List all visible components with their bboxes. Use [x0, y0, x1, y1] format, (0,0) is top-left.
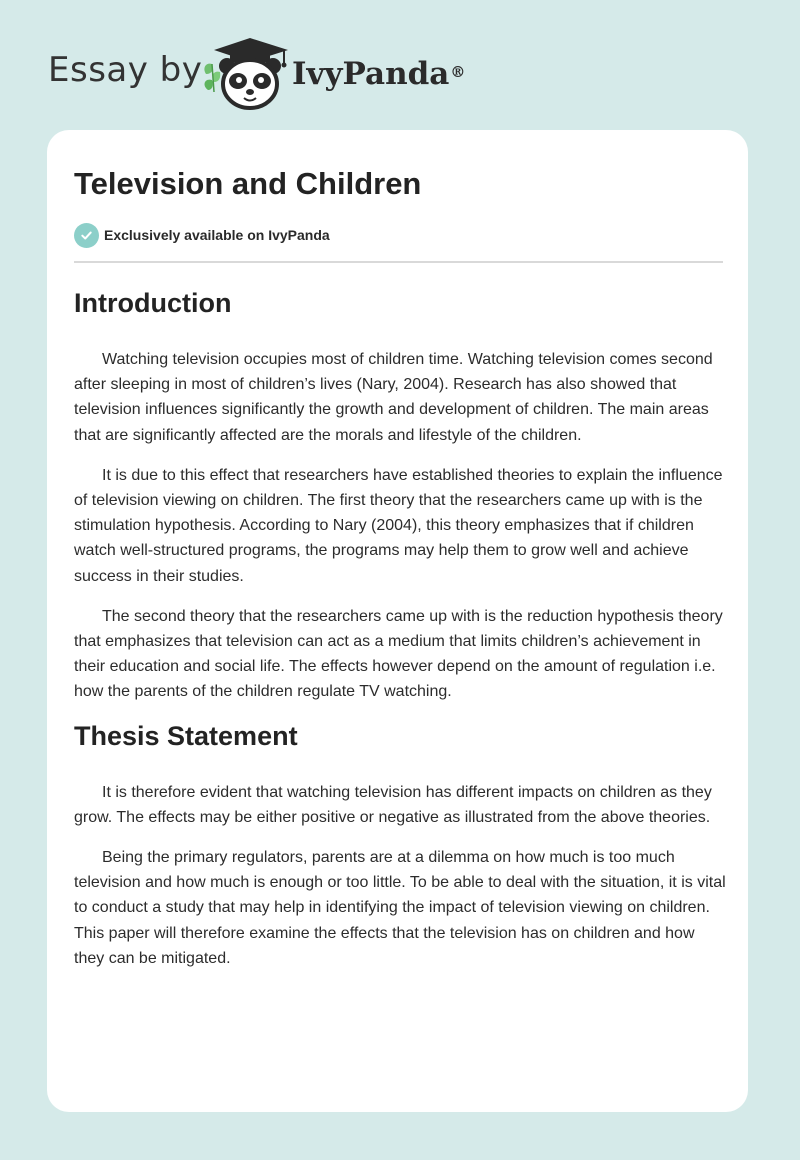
check-circle-icon	[74, 223, 99, 248]
section-heading-thesis-statement: Thesis Statement	[74, 720, 298, 751]
thesis-paragraph-1: It is therefore evident that watching television has different impacts on children as they grow. The effects may be either positive or negative as illustrated from the above theories.	[74, 783, 712, 826]
site-header	[0, 0, 800, 130]
exclusive-badge	[74, 222, 330, 248]
registered-mark: ®	[450, 63, 466, 81]
intro-paragraph-1: Watching television occupies most of children time. Watching television comes second after sleeping in most of children’s lives (Nary, 2004). Research has also showed that television influences significantly the growth and development of children. The main areas that are significantly affected are the morals and lifestyle of the children.	[74, 351, 713, 444]
page-title: Television and Children	[74, 166, 422, 201]
essay-by-label: Essay by	[48, 50, 203, 90]
intro-paragraph-3: The second theory that the researchers came up with is the reduction hypothesis theory that emphasizes that television can act as a medium that limits children’s achievement in their education and social life. The effects however depend on the amount of regulation i.e. how the parents of the children regulate TV watching.	[74, 607, 723, 701]
thesis-paragraph-2: Being the primary regulators, parents are at a dilemma on how much is too much television and how much is enough or too little. To be able to deal with the situation, it is vital to conduct a study that may help in identifying the impact of television viewing on children. This paper will therefore examine the effects that the television has on children and how they can be mitigated.	[74, 849, 726, 967]
essay-card	[47, 130, 748, 1112]
intro-paragraph-2: It is due to this effect that researchers have established theories to explain the influence of television viewing on children. The first theory that the researchers came up with is the stimulation hypothesis. According to Nary (2004), this theory emphasizes that if children watch well-structured programs, the programs may help them to grow well and achieve success in their studies.	[74, 466, 723, 585]
panda-graduate-logo-icon[interactable]	[200, 34, 292, 110]
brand-name-text: IvyPanda	[292, 56, 450, 92]
title-divider	[74, 261, 723, 263]
exclusive-badge-label: Exclusively available on IvyPanda	[104, 227, 330, 243]
essay-body	[74, 280, 726, 971]
brand-name[interactable]	[292, 54, 465, 94]
section-heading-introduction: Introduction	[74, 288, 232, 318]
